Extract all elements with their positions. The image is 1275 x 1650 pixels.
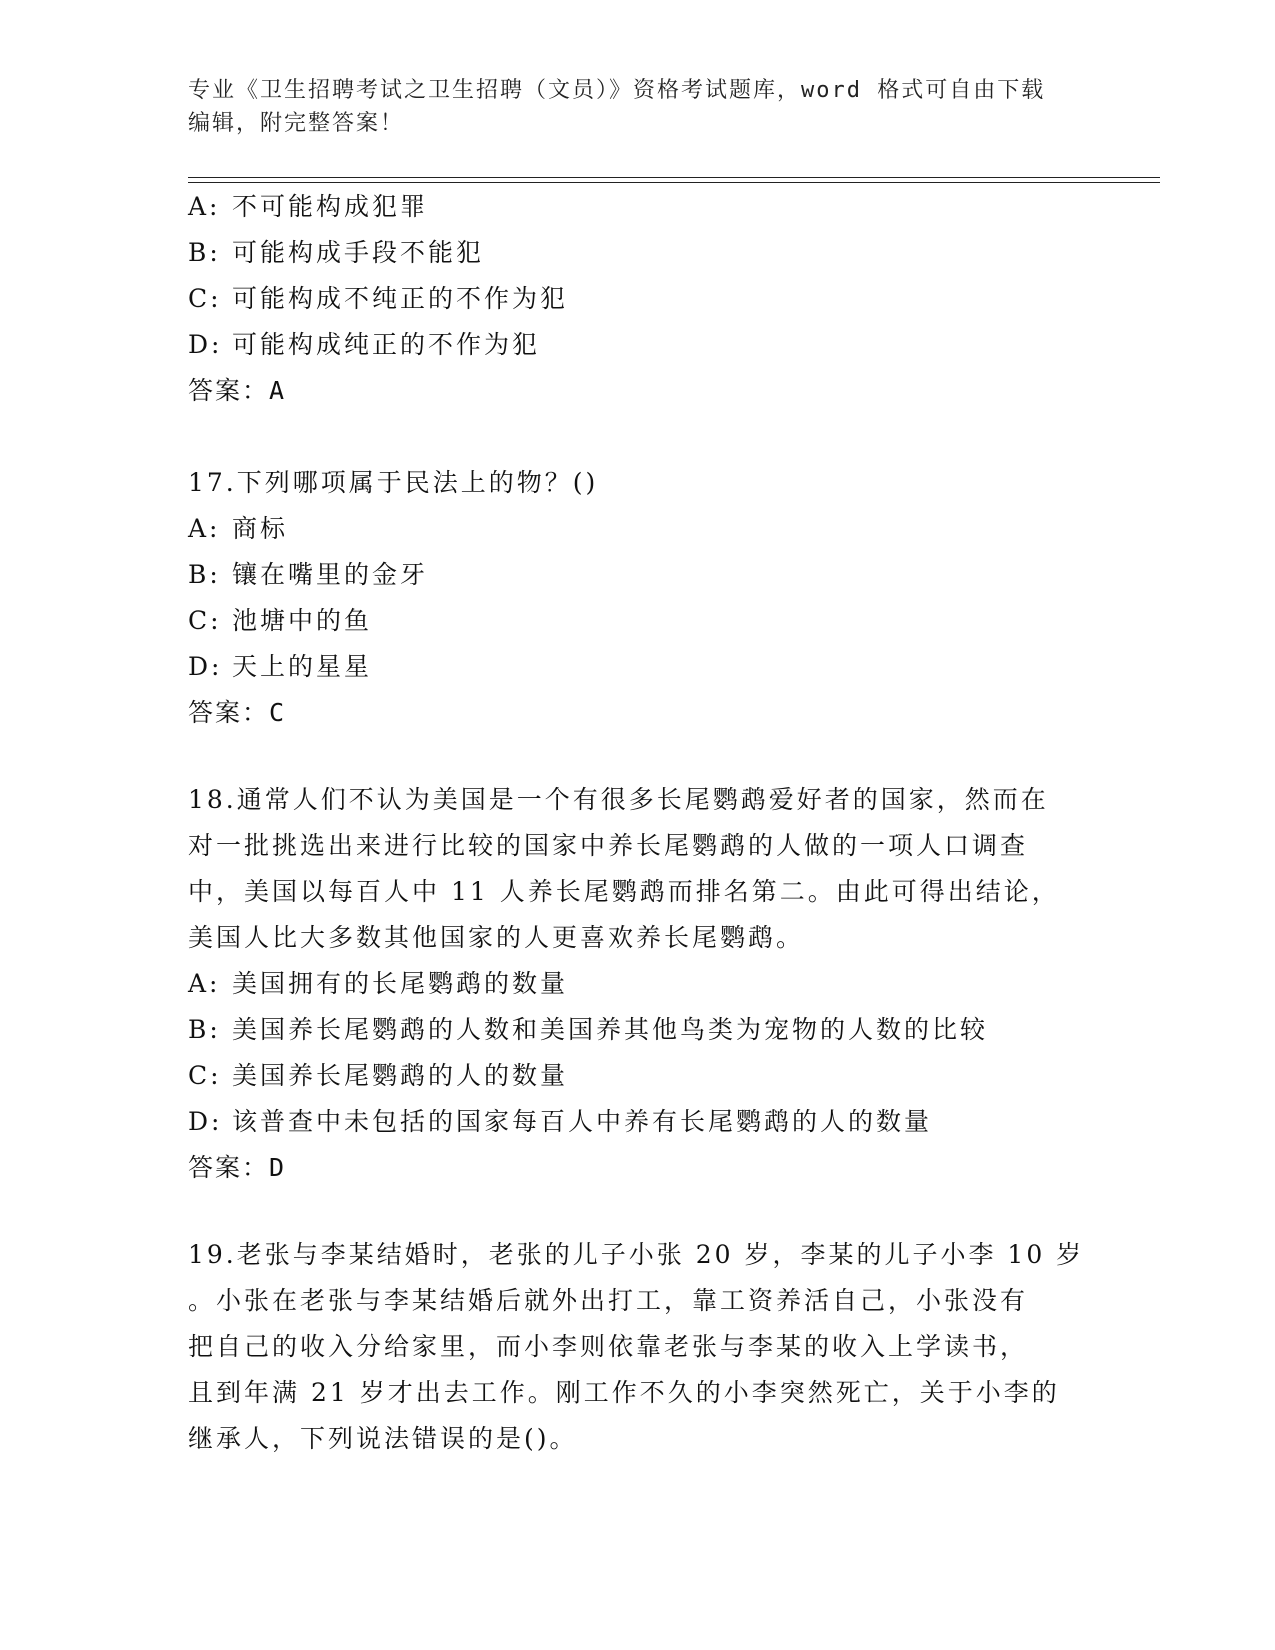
- question-stem-line: 19.老张与李某结婚时，老张的儿子小张 20 岁，李某的儿子小李 10 岁: [188, 1240, 1085, 1269]
- answer: [188, 1145, 1088, 1191]
- option-d: [188, 1099, 1088, 1145]
- option-key: B:: [188, 560, 221, 589]
- question-17: [188, 460, 1088, 736]
- option-key: C:: [188, 1061, 222, 1090]
- option-b: [188, 1007, 1088, 1053]
- option-text: 不可能构成犯罪: [232, 192, 429, 221]
- option-text: 可能构成手段不能犯: [232, 238, 485, 267]
- answer: [188, 368, 1088, 414]
- option-key: D:: [188, 652, 223, 681]
- option-key: A:: [188, 514, 221, 543]
- option-key: D:: [188, 1107, 223, 1136]
- answer-value: D: [269, 1153, 287, 1182]
- option-c: [188, 276, 1088, 322]
- option-text: 美国养长尾鹦鹉的人数和美国养其他鸟类为宠物的人数的比较: [232, 1015, 989, 1044]
- answer-value: A: [269, 376, 287, 405]
- header-divider-bottom: [188, 182, 1160, 183]
- option-key: D:: [188, 330, 223, 359]
- question-stem-line: 把自己的收入分给家里，而小李则依靠老张与李某的收入上学读书，: [188, 1332, 1029, 1361]
- option-a: [188, 961, 1088, 1007]
- header-divider-top: [188, 177, 1160, 178]
- option-c: [188, 598, 1088, 644]
- answer-value: C: [269, 698, 287, 727]
- document-header: [188, 74, 1088, 140]
- option-text: 该普查中未包括的国家每百人中养有长尾鹦鹉的人的数量: [232, 1107, 933, 1136]
- question-stem-line: 美国人比大多数其他国家的人更喜欢养长尾鹦鹉。: [188, 923, 805, 952]
- option-key: B:: [188, 1015, 221, 1044]
- option-a: [188, 184, 1088, 230]
- question-stem-line: 对一批挑选出来进行比较的国家中养长尾鹦鹉的人做的一项人口调查: [188, 831, 1029, 860]
- question-stem-line: 。小张在老张与李某结婚后就外出打工，靠工资养活自己，小张没有: [188, 1286, 1029, 1315]
- option-key: A:: [188, 969, 221, 998]
- option-a: [188, 506, 1088, 552]
- option-b: [188, 230, 1088, 276]
- option-c: [188, 1053, 1088, 1099]
- option-b: [188, 552, 1088, 598]
- answer-label: 答案：: [188, 376, 270, 405]
- option-text: 可能构成不纯正的不作为犯: [232, 284, 569, 313]
- header-line-2: 编辑，附完整答案！: [188, 111, 405, 136]
- answer-label: 答案：: [188, 1153, 270, 1182]
- option-key: C:: [188, 284, 222, 313]
- question-stem: 17.下列哪项属于民法上的物？(): [188, 468, 599, 497]
- option-text: 可能构成纯正的不作为犯: [232, 330, 541, 359]
- option-text: 天上的星星: [232, 652, 373, 681]
- option-text: 池塘中的鱼: [232, 606, 373, 635]
- question-19: [188, 1232, 1088, 1462]
- answer-label: 答案：: [188, 698, 270, 727]
- question-16: [188, 184, 1088, 414]
- answer: [188, 690, 1088, 736]
- option-key: A:: [188, 192, 221, 221]
- option-text: 美国养长尾鹦鹉的人的数量: [232, 1061, 569, 1090]
- question-stem-line: 且到年满 21 岁才出去工作。刚工作不久的小李突然死亡，关于小李的: [188, 1378, 1060, 1407]
- header-line-1: 专业《卫生招聘考试之卫生招聘（文员）》资格考试题库，word 格式可自由下载: [188, 78, 1046, 103]
- option-d: [188, 322, 1088, 368]
- option-text: 镶在嘴里的金牙: [232, 560, 429, 589]
- question-stem-line: 中，美国以每百人中 11 人养长尾鹦鹉而排名第二。由此可得出结论，: [188, 877, 1060, 906]
- question-stem-line: 继承人，下列说法错误的是()。: [188, 1424, 578, 1453]
- question-18: [188, 777, 1088, 1191]
- option-text: 商标: [232, 514, 289, 543]
- option-d: [188, 644, 1088, 690]
- question-stem-line: 18.通常人们不认为美国是一个有很多长尾鹦鹉爱好者的国家，然而在: [188, 785, 1049, 814]
- option-key: C:: [188, 606, 222, 635]
- option-key: B:: [188, 238, 221, 267]
- option-text: 美国拥有的长尾鹦鹉的数量: [232, 969, 569, 998]
